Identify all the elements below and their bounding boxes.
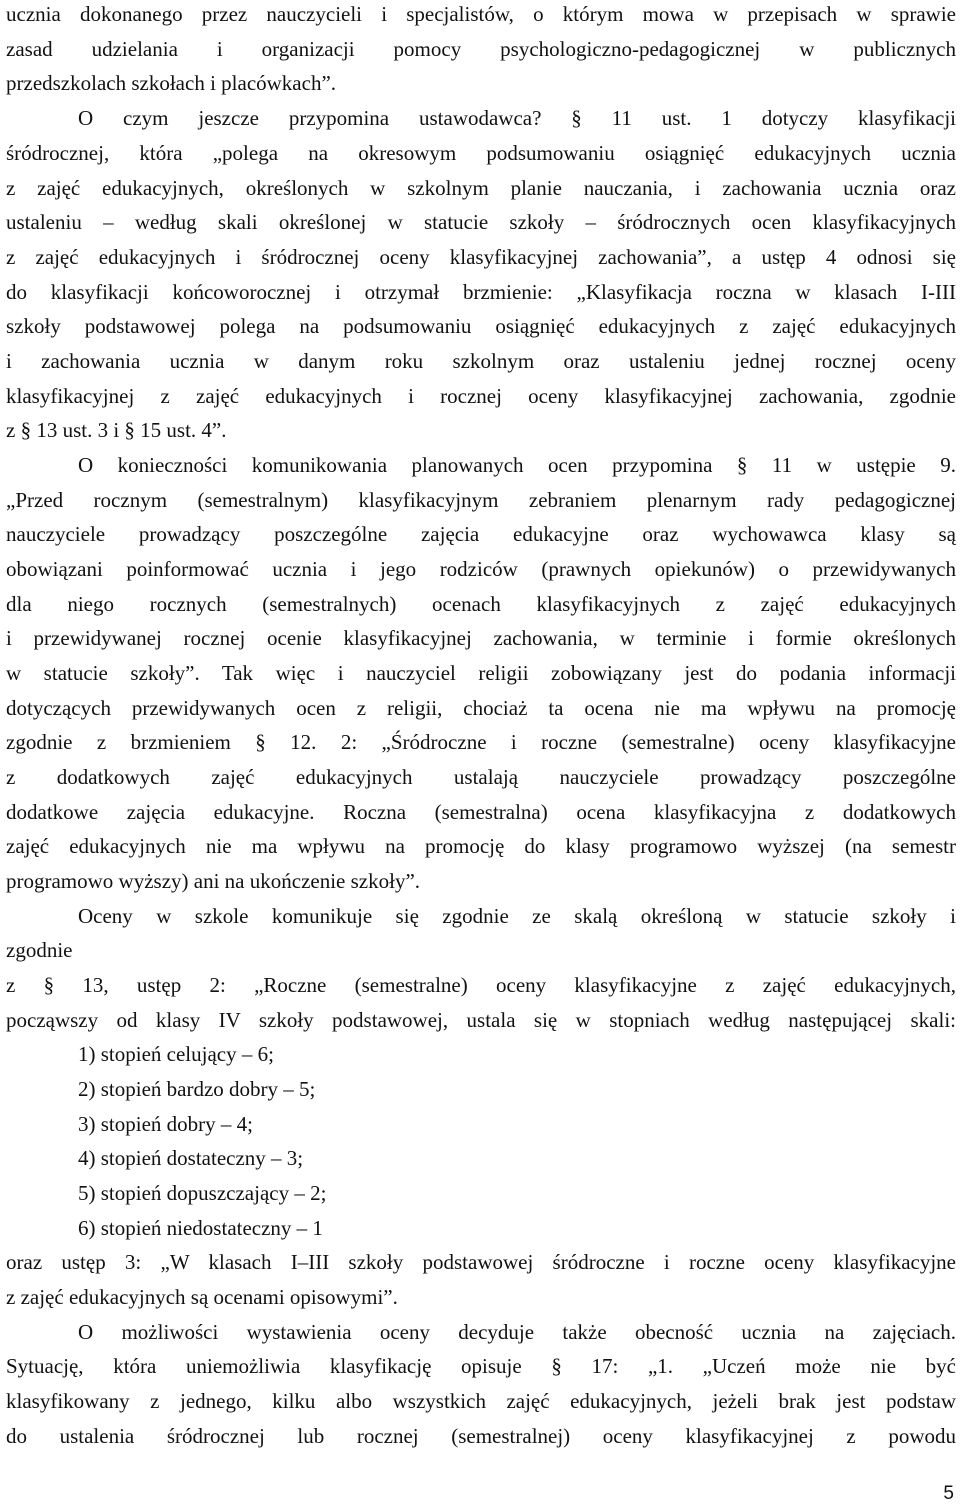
text-line: programowo wyższy) ani na ukończenie szkoły”. xyxy=(6,869,421,893)
text-line: Sytuację, która uniemożliwia klasyfikację opisuje § 17: „1. „Uczeń może nie być xyxy=(6,1354,956,1378)
page-number: 5 xyxy=(943,1483,954,1504)
text-line: z zajęć edukacyjnych, określonych w szkolnym planie nauczania, i zachowania ucznia oraz xyxy=(6,176,956,200)
text-line: przedszkolach szkołach i placówkach”. xyxy=(6,71,337,95)
text-line: ustaleniu – według skali określonej w statucie szkoły – śródrocznych ocen klasyfikacyjnych xyxy=(6,210,956,234)
text-line: klasyfikacyjnej z zajęć edukacyjnych i rocznej oceny klasyfikacyjnej zachowania, zgodnie xyxy=(6,384,956,408)
list-item: 1) stopień celujący – 6; xyxy=(78,1042,274,1066)
text-line: zajęć edukacyjnych nie ma wpływu na promocję do klasy programowo wyższej (na semestr xyxy=(6,834,956,858)
text-line: śródrocznej, która „polega na okresowym podsumowaniu osiągnięć edukacyjnych ucznia xyxy=(6,141,956,165)
text-line: O możliwości wystawienia oceny decyduje także obecność ucznia na zajęciach. xyxy=(78,1320,956,1344)
text-line: do klasyfikacji końcoworocznej i otrzymał brzmienie: „Klasyfikacja roczna w klasach I-III xyxy=(6,280,956,304)
text-line: począwszy od klasy IV szkoły podstawowej, ustala się w stopniach według następującej skali: xyxy=(6,1008,956,1032)
text-line: zasad udzielania i organizacji pomocy psychologiczno-pedagogicznej w publicznych xyxy=(6,37,956,61)
text-line: zgodnie z brzmieniem § 12. 2: „Śródroczne i roczne (semestralne) oceny klasyfikacyjne xyxy=(6,730,956,754)
text-line: klasyfikowany z jednego, kilku albo wszystkich zajęć edukacyjnych, jeżeli brak jest podstaw xyxy=(6,1389,956,1413)
text-line: zgodnie xyxy=(6,938,73,962)
list-item: 5) stopień dopuszczający – 2; xyxy=(78,1181,327,1205)
text-line: szkoły podstawowej polega na podsumowaniu osiągnięć edukacyjnych z zajęć edukacyjnych xyxy=(6,314,956,338)
list-item: 2) stopień bardzo dobry – 5; xyxy=(78,1077,316,1101)
text-line: Oceny w szkole komunikuje się zgodnie ze skalą określoną w statucie szkoły i xyxy=(78,904,956,928)
text-line: nauczyciele prowadzący poszczególne zajęcia edukacyjne oraz wychowawca klasy są xyxy=(6,522,956,546)
text-line: w statucie szkoły”. Tak więc i nauczyciel religii zobowiązany jest do podania informacji xyxy=(6,661,956,685)
list-item: 4) stopień dostateczny – 3; xyxy=(78,1146,304,1170)
text-line: dotyczących przewidywanych ocen z religii, chociaż ta ocena nie ma wpływu na promocję xyxy=(6,696,956,720)
list-item: 6) stopień niedostateczny – 1 xyxy=(78,1216,323,1240)
list-item: 3) stopień dobry – 4; xyxy=(78,1112,253,1136)
text-line: ucznia dokonanego przez nauczycieli i specjalistów, o którym mowa w przepisach w sprawie xyxy=(6,2,956,26)
text-line: obowiązani poinformować ucznia i jego rodziców (prawnych opiekunów) o przewidywanych xyxy=(6,557,956,581)
text-line: do ustalenia śródrocznej lub rocznej (semestralnej) oceny klasyfikacyjnej z powodu xyxy=(6,1424,956,1448)
text-line: oraz ustęp 3: „W klasach I–III szkoły podstawowej śródroczne i roczne oceny klasyfikacyjne xyxy=(6,1250,956,1274)
text-line: z zajęć edukacyjnych i śródrocznej oceny klasyfikacyjnej zachowania”, a ustęp 4 odnosi się xyxy=(6,245,956,269)
text-line: i zachowania ucznia w danym roku szkolnym oraz ustaleniu jednej rocznej oceny xyxy=(6,349,956,373)
text-line: dodatkowe zajęcia edukacyjne. Roczna (semestralna) ocena klasyfikacyjna z dodatkowych xyxy=(6,800,956,824)
text-line: z § 13 ust. 3 i § 15 ust. 4”. xyxy=(6,418,227,442)
text-line: „Przed rocznym (semestralnym) klasyfikacyjnym zebraniem plenarnym rady pedagogicznej xyxy=(6,488,956,512)
text-line: O konieczności komunikowania planowanych ocen przypomina § 11 w ustępie 9. xyxy=(78,453,956,477)
text-line: O czym jeszcze przypomina ustawodawca? § 11 ust. 1 dotyczy klasyfikacji xyxy=(78,106,956,130)
text-line: z dodatkowych zajęć edukacyjnych ustalają nauczyciele prowadzący poszczególne xyxy=(6,765,956,789)
text-line: z § 13, ustęp 2: „Roczne (semestralne) oceny klasyfikacyjne z zajęć edukacyjnych, xyxy=(6,973,956,997)
text-line: z zajęć edukacyjnych są ocenami opisowymi”. xyxy=(6,1285,398,1309)
text-line: i przewidywanej rocznej ocenie klasyfikacyjnej zachowania, w terminie i formie określonych xyxy=(6,626,956,650)
text-line: dla niego rocznych (semestralnych) ocenach klasyfikacyjnych z zajęć edukacyjnych xyxy=(6,592,956,616)
